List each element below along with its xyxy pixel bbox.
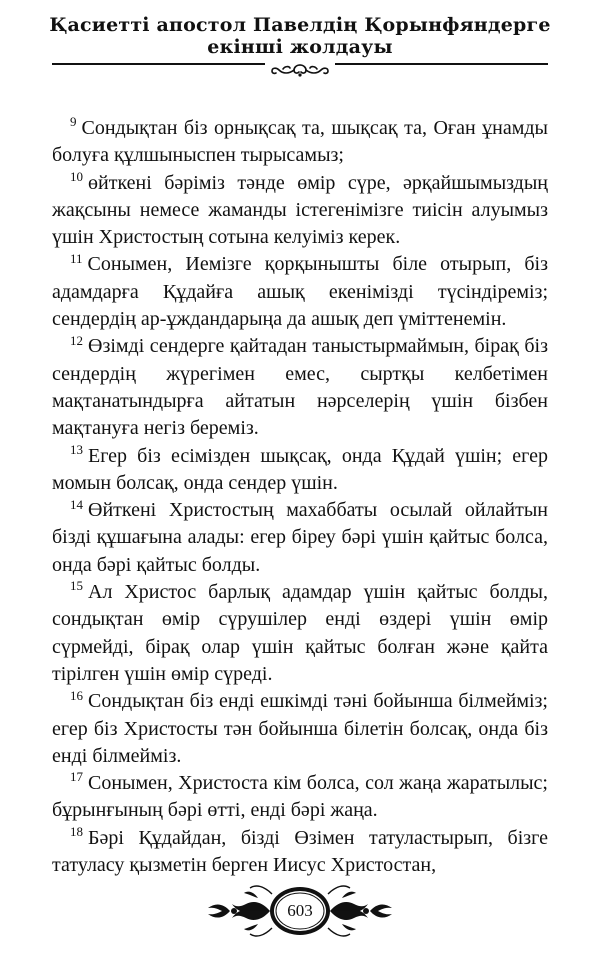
verse-text: Сондықтан біз енді ешкімді тәні бойынша білмейміз; егер біз Христосты тән бойынша білетін болсақ, онда біз енді білмейміз. <box>52 690 548 767</box>
verse-number: 12 <box>70 332 83 348</box>
verse-text: Сонымен, Иемізге қорқынышты біле отырып, біз адамдарға Құдайға ашық екенімізді түсіндіреміз; сендердің ар-ұждандарыңа да ашық деп үміттенемін. <box>52 253 548 331</box>
verse-number: 10 <box>70 168 83 184</box>
verse-list <box>52 115 548 879</box>
verse-number: 13 <box>70 441 83 457</box>
verse-number: 14 <box>70 496 83 512</box>
verse-number: 16 <box>70 687 83 703</box>
verse-text: өйткені бәріміз тәнде өмір сүре, әрқайшымыздың жақсыны немесе жаманды істегенімізге тиісін алуымыз үшін Христостың сотына келуіміз керек. <box>52 171 548 249</box>
verse-13 <box>52 443 548 498</box>
page-header <box>0 14 600 58</box>
verse-text: Өзімді сендерге қайтадан таныстырмаймын, бірақ біз сендердің жүрегімен емес, сыртқы келбетімен мақтанатындырға айтатын нәрселерің үшін бізбен мақтануға негіз береміз. <box>52 335 548 440</box>
verse-text: Сондықтан біз орнықсақ та, шықсақ та, Оған ұнамды болуға құлшыныспен тырысамыз; <box>52 117 548 167</box>
verse-text: Бәрі Құдайдан, бізді Өзімен татуластырып, бізге татуласу қызметін берген Иисус Христостан, <box>52 826 548 877</box>
header-title-line-1: Қасиетті апостол Павелдің Қорынфяндерге <box>49 14 551 36</box>
verse-9 <box>52 115 548 170</box>
verse-11 <box>52 251 548 333</box>
verse-number: 9 <box>70 114 77 130</box>
verse-number: 18 <box>70 824 83 840</box>
verse-16 <box>52 688 548 770</box>
verse-number: 15 <box>70 578 83 594</box>
verse-17 <box>52 770 548 825</box>
verse-14 <box>52 497 548 579</box>
verse-10 <box>52 170 548 252</box>
verse-15 <box>52 579 548 688</box>
verse-text: Ал Христос барлық адамдар үшін қайтыс болды, сондықтан өмір сүрушілер енді өздері үшін өмір сүрмейді, бірақ олар үшін қайтыс болған және қайта тірілген үшін өмір сүреді. <box>52 581 548 685</box>
verse-number: 17 <box>70 769 83 785</box>
header-ornament-icon <box>265 62 335 78</box>
page-footer <box>200 880 400 942</box>
verse-text: Өйткені Христостың махаббаты осылай ойлайтын бізді құшағына алады: егер біреу бәрі үшін қайтыс болса, онда бәрі қайтыс болды. <box>52 499 548 576</box>
page-number: 603 <box>287 901 313 920</box>
verse-18 <box>52 825 548 880</box>
verse-number: 11 <box>70 250 83 266</box>
verse-text: Егер біз есімізден шықсақ, онда Құдай үшін; егер момын болсақ, онда сендер үшін. <box>52 444 548 494</box>
verse-12 <box>52 333 548 442</box>
verse-text: Сонымен, Христоста кім болса, сол жаңа жаратылыс; бұрынғының бәрі өтті, енді бәрі жаңа. <box>52 772 548 822</box>
header-title-line-2: екінші жолдауы <box>207 36 393 58</box>
